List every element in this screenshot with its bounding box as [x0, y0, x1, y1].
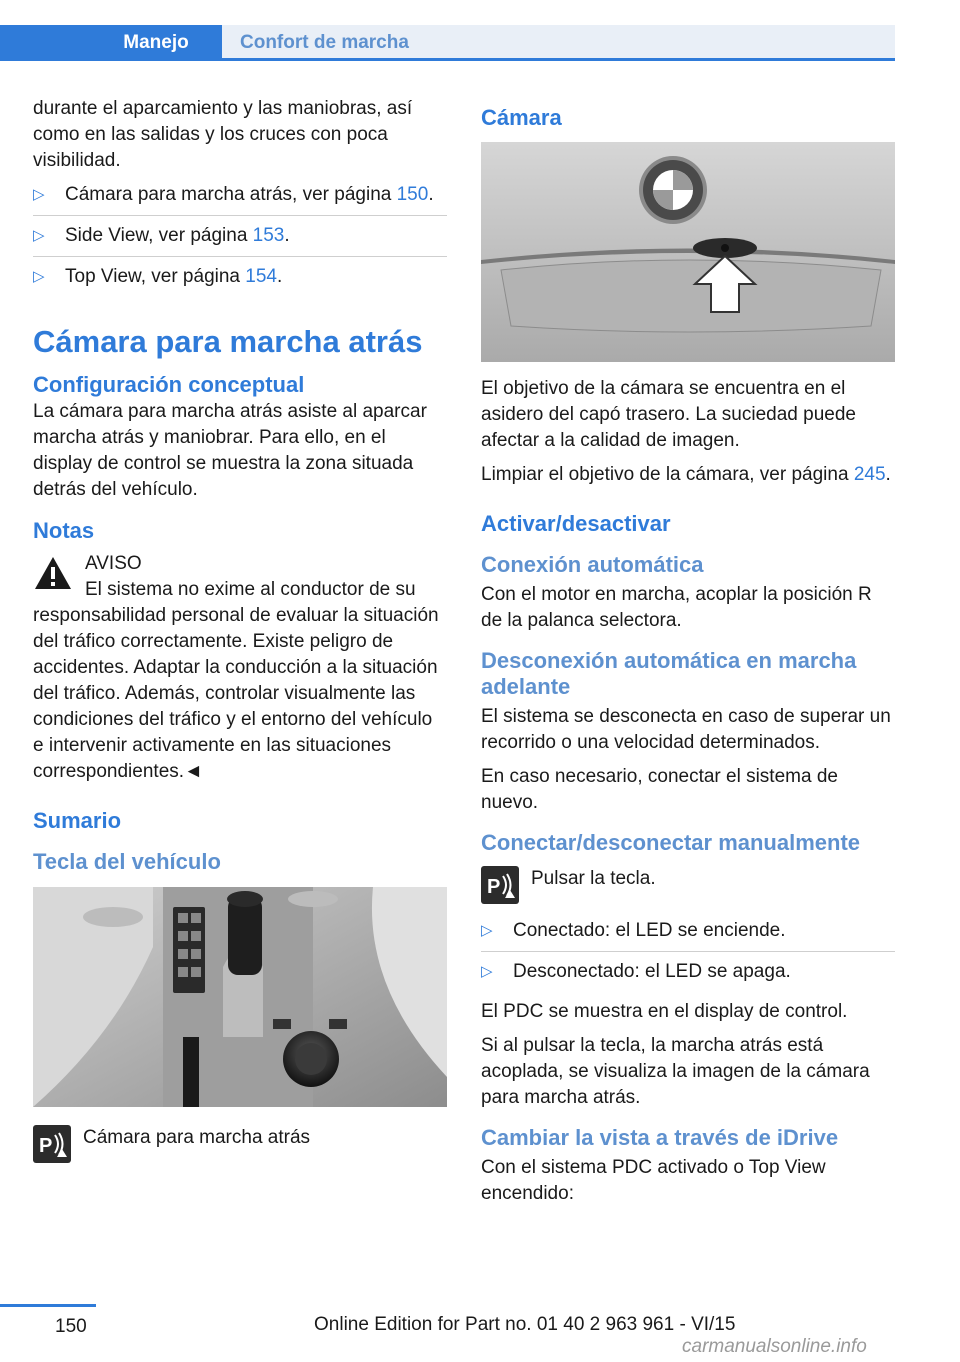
list-item-text: Top View, ver página: [65, 266, 246, 287]
subsection-summary: Sumario: [33, 808, 122, 833]
svg-text:P: P: [487, 876, 501, 898]
intro-paragraph: durante el aparcamiento y las maniobras, así como en las salidas y los cruces con poca visibilidad.: [33, 98, 413, 171]
press-button-row: [481, 866, 895, 914]
idrive-paragraph: Con el sistema PDC activado o Top View encendido:: [481, 1157, 826, 1204]
edition-text: Online Edition for Part no. 01 40 2 963 961 - VI/15: [314, 1314, 736, 1335]
page-link[interactable]: 150: [396, 184, 429, 205]
triangle-bullet-icon: ▷: [33, 268, 45, 285]
triangle-bullet-icon: ▷: [481, 922, 493, 939]
list-item-text: Desconectado: el LED se apaga.: [513, 961, 791, 982]
list-item-end: .: [284, 225, 290, 246]
subsection-auto-off: Desconexión automática en marcha adelante: [481, 648, 857, 699]
triangle-bullet-icon: ▷: [481, 963, 493, 980]
section-title: Cámara para marcha atrás: [33, 324, 423, 359]
camera-paragraph: El objetivo de la cámara se encuentra en el asidero del capó trasero. La suciedad puede afectar a la calidad de imagen.: [481, 378, 856, 451]
console-photo: [33, 887, 447, 1107]
list-item: [33, 264, 447, 297]
console-image: [33, 887, 447, 1107]
auto-off-paragraph: El sistema se desconecta en caso de superar un recorrido o una velocidad determinados.: [481, 706, 891, 753]
pdc-paragraph: El PDC se muestra en el display de control.: [481, 1001, 848, 1022]
page-link[interactable]: 153: [252, 225, 285, 246]
list-item: [481, 918, 895, 952]
page-header: [0, 0, 960, 62]
press-caption: Pulsar la tecla.: [531, 868, 656, 889]
header-underline: [0, 58, 895, 61]
footer-accent-line: [0, 1304, 96, 1307]
subsection-idrive: Cambiar la vista a través de iDrive: [481, 1125, 839, 1150]
header-tab-label: Manejo: [123, 32, 189, 53]
reference-list: [33, 182, 447, 297]
clean-end: .: [885, 464, 891, 485]
reconnect-paragraph: En caso necesario, conectar el sistema de nuevo.: [481, 766, 838, 813]
subsection-auto-on: Conexión automática: [481, 552, 704, 577]
camera-button-row: [33, 1125, 447, 1169]
watermark: carmanualsonline.info: [682, 1336, 867, 1357]
page-number: 150: [55, 1316, 87, 1337]
pdc-camera-button-icon: [481, 866, 519, 904]
reverse-paragraph: Si al pulsar la tecla, la marcha atrás está acoplada, se visualiza la imagen de la cámara para marcha atrás.: [481, 1035, 870, 1108]
right-column: [481, 96, 895, 1215]
clean-paragraph: [481, 462, 895, 488]
camera-photo: [481, 142, 895, 362]
camera-image: [481, 142, 895, 362]
left-column: [33, 96, 447, 1169]
list-item-end: .: [428, 184, 434, 205]
list-item-end: .: [276, 266, 283, 287]
list-item: [33, 182, 447, 216]
clean-text: Limpiar el objetivo de la cámara, ver página: [481, 464, 854, 485]
subsection-notes: Notas: [33, 518, 95, 543]
warning-first-line: El sistema no exime al conductor de su: [85, 579, 416, 600]
subsection-toggle: Activar/desactivar: [481, 511, 671, 536]
triangle-bullet-icon: ▷: [33, 227, 45, 244]
concept-paragraph: La cámara para marcha atrás asiste al aparcar marcha atrás y maniobrar. Para ello, en el display de control se muestra la zona situada detrás del vehículo.: [33, 401, 427, 500]
svg-text:P: P: [39, 1135, 53, 1157]
header-tab-manejo[interactable]: [0, 25, 222, 61]
warning-text: responsabilidad personal de evaluar la situación del tráfico correctamente. Existe peligro de accidentes. Adaptar la conducción a la situación del tráfico. Además, controlar visualmente las condiciones del tráfico y el entorno del vehículo e intervenir activamente en las situaciones correspondientes.◄: [33, 605, 439, 782]
list-item-text: Conectado: el LED se enciende.: [513, 920, 786, 941]
pdc-camera-button-icon: [33, 1125, 71, 1163]
header-tab-label: Confort de marcha: [240, 32, 409, 53]
warning-triangle-icon: [33, 555, 73, 591]
led-list: [481, 918, 895, 992]
triangle-bullet-icon: ▷: [33, 186, 45, 203]
subsection-concept: Configuración conceptual: [33, 372, 305, 397]
list-item-text: Side View, ver página: [65, 225, 253, 246]
page-link[interactable]: 245: [853, 464, 886, 485]
auto-on-paragraph: Con el motor en marcha, acoplar la posición R de la palanca selectora.: [481, 584, 872, 631]
subsection-button: Tecla del vehículo: [33, 849, 221, 874]
list-item-text: Cámara para marcha atrás, ver página: [65, 184, 397, 205]
page-link[interactable]: 154: [245, 266, 277, 287]
list-item: [481, 959, 895, 992]
subsection-camera: Cámara: [481, 105, 562, 130]
warning-block: [33, 551, 447, 785]
warning-title: AVISO: [85, 553, 142, 574]
list-item: [33, 223, 447, 257]
subsection-manual: Conectar/desconectar manualmente: [481, 830, 861, 855]
camera-button-caption: Cámara para marcha atrás: [83, 1127, 311, 1148]
header-tab-confort[interactable]: [222, 25, 895, 61]
